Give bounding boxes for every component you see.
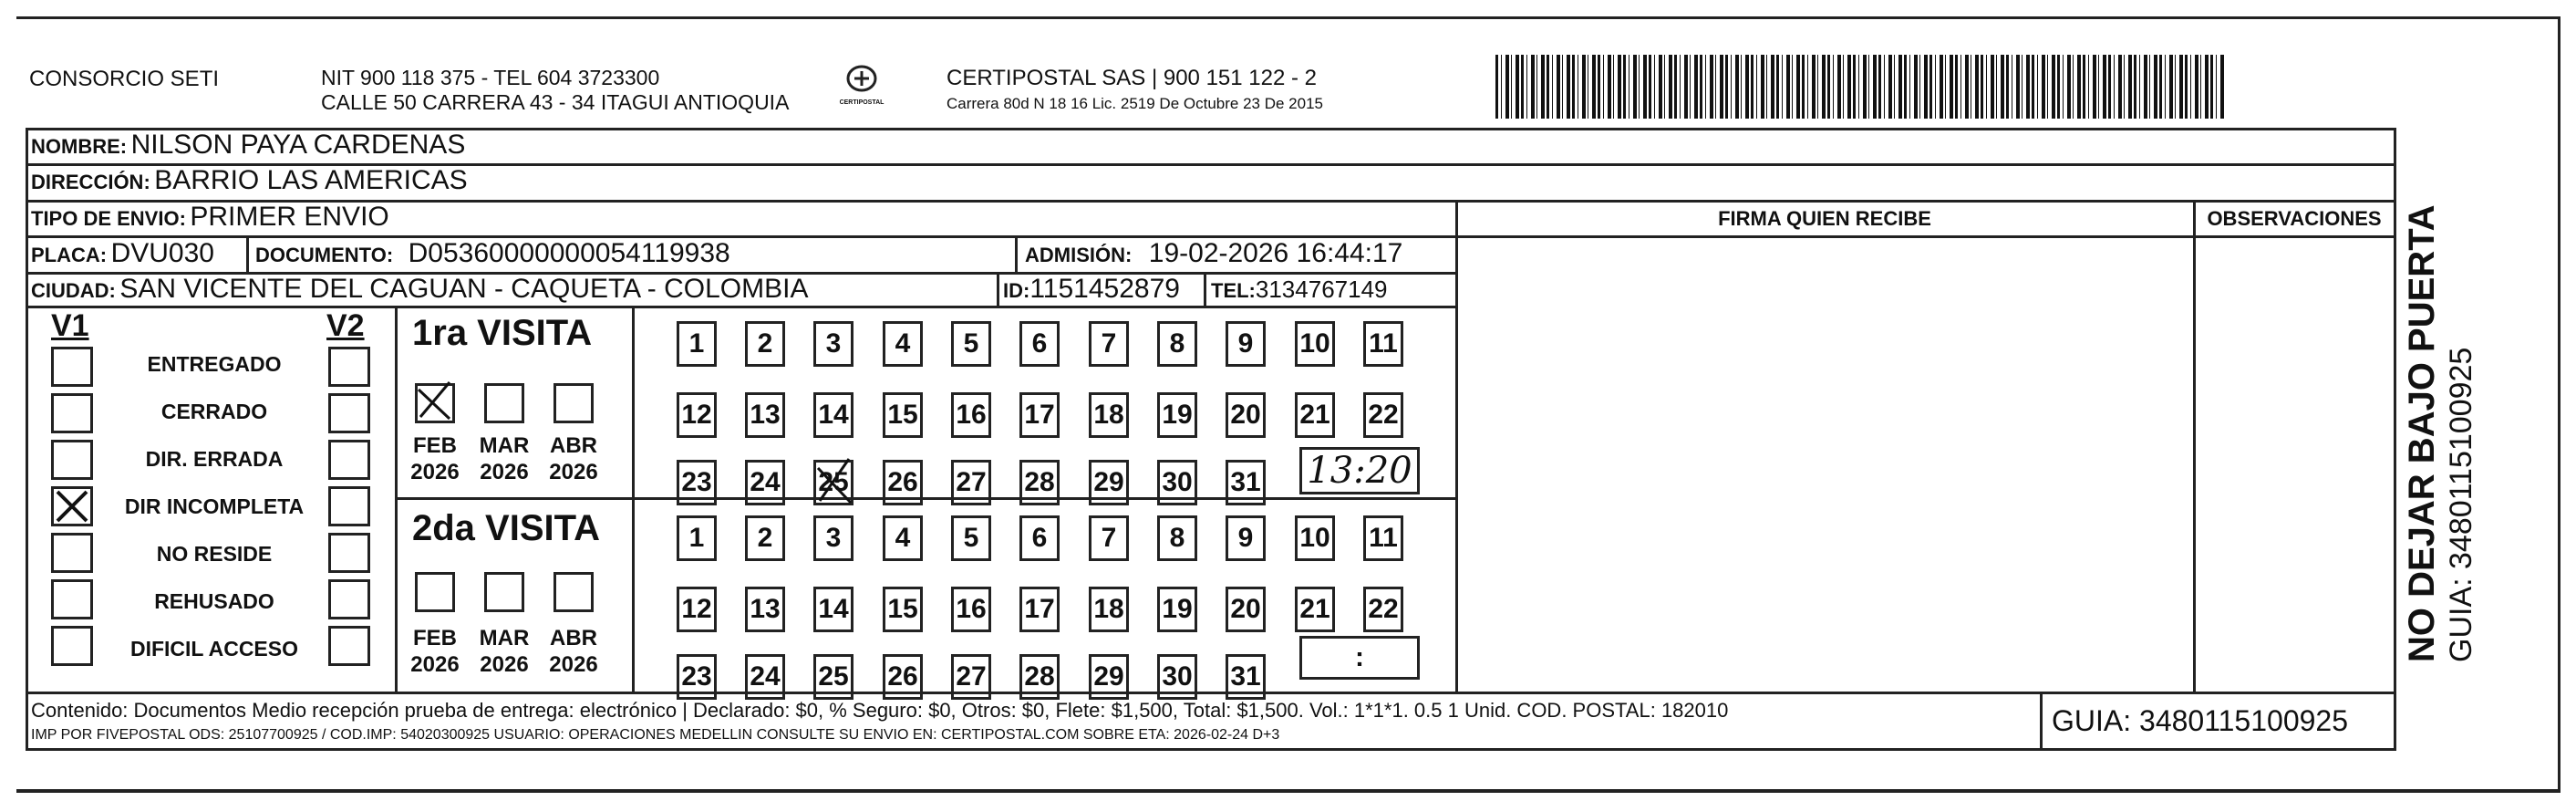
nombre-label: NOMBRE: bbox=[31, 135, 128, 158]
visit1-day-27[interactable]: 27 bbox=[951, 460, 991, 505]
visit1-day-7[interactable]: 7 bbox=[1089, 321, 1129, 367]
visit1-day-3[interactable]: 3 bbox=[813, 321, 853, 367]
visit2-month-mar bbox=[472, 625, 536, 678]
visit1-day-10[interactable]: 10 bbox=[1295, 321, 1335, 367]
direccion-label: DIRECCIÓN: bbox=[31, 171, 150, 193]
visit1-day-21[interactable]: 21 bbox=[1295, 392, 1335, 438]
tipo-label: TIPO DE ENVIO: bbox=[31, 207, 186, 230]
checkmark-x-icon bbox=[812, 455, 856, 506]
status-rehusado: REHUSADO bbox=[154, 589, 274, 613]
visit2-day-31[interactable]: 31 bbox=[1226, 654, 1266, 700]
placa-label: PLACA: bbox=[31, 244, 108, 266]
visit2-time-field[interactable]: : bbox=[1299, 636, 1420, 680]
visit2-month-abr-box[interactable] bbox=[553, 572, 594, 612]
logo-text: CERTIPOSTAL bbox=[839, 99, 885, 106]
visit2-day-22[interactable]: 22 bbox=[1363, 587, 1403, 632]
v2-checkbox-entregado[interactable] bbox=[328, 347, 370, 387]
visit2-day-29[interactable]: 29 bbox=[1089, 654, 1129, 700]
month-name: ABR bbox=[550, 626, 597, 650]
side-notice-line1: NO DEJAR BAJO PUERTA bbox=[2402, 204, 2442, 662]
visit2-day-3[interactable]: 3 bbox=[813, 515, 853, 561]
tipo-row bbox=[31, 202, 389, 233]
visit1-day-28[interactable]: 28 bbox=[1019, 460, 1060, 505]
visit2-day-28[interactable]: 28 bbox=[1019, 654, 1060, 700]
month-year: 2026 bbox=[480, 652, 529, 677]
visit1-day-8[interactable]: 8 bbox=[1157, 321, 1197, 367]
ciudad-label: CIUDAD: bbox=[31, 279, 116, 302]
visit2-day-26[interactable]: 26 bbox=[883, 654, 923, 700]
visit2-day-23[interactable]: 23 bbox=[677, 654, 717, 700]
visit2-day-8[interactable]: 8 bbox=[1157, 515, 1197, 561]
month-name: FEB bbox=[413, 626, 457, 650]
admision-label: ADMISIÓN: bbox=[1025, 244, 1133, 266]
visit1-month-feb bbox=[403, 432, 467, 485]
visit2-day-20[interactable]: 20 bbox=[1226, 587, 1266, 632]
footer-guia: GUIA: 3480115100925 bbox=[2052, 704, 2348, 737]
status-cerrado: CERRADO bbox=[160, 400, 268, 423]
v1-checkbox-dificil-acceso[interactable] bbox=[51, 626, 93, 666]
company-name: CONSORCIO SETI bbox=[29, 67, 220, 91]
visit2-month-feb bbox=[403, 625, 467, 678]
visit2-day-1[interactable]: 1 bbox=[677, 515, 717, 561]
visit1-day-15[interactable]: 15 bbox=[883, 392, 923, 438]
v2-checkbox-no-reside[interactable] bbox=[328, 533, 370, 573]
side-notice bbox=[2400, 151, 2478, 662]
visit2-day-27[interactable]: 27 bbox=[951, 654, 991, 700]
admision-value: 19-02-2026 16:44:17 bbox=[1148, 238, 1403, 268]
visit2-day-13[interactable]: 13 bbox=[745, 587, 785, 632]
visit2-day-18[interactable]: 18 bbox=[1089, 587, 1129, 632]
v1-checkbox-no-reside[interactable] bbox=[51, 533, 93, 573]
visit1-day-17[interactable]: 17 bbox=[1019, 392, 1060, 438]
ciudad-value: SAN VICENTE DEL CAGUAN - CAQUETA - COLOMBIA bbox=[119, 274, 809, 304]
visit2-day-4[interactable]: 4 bbox=[883, 515, 923, 561]
visit1-day-19[interactable]: 19 bbox=[1157, 392, 1197, 438]
certipostal-logo bbox=[839, 64, 885, 109]
visit1-day-22[interactable]: 22 bbox=[1363, 392, 1403, 438]
visit1-month-feb-box[interactable] bbox=[415, 383, 455, 423]
visit1-day-11[interactable]: 11 bbox=[1363, 321, 1403, 367]
visit1-day-31[interactable]: 31 bbox=[1226, 460, 1266, 505]
observaciones-header: OBSERVACIONES bbox=[2207, 207, 2382, 230]
nombre-row bbox=[31, 130, 465, 161]
visit1-day-24[interactable]: 24 bbox=[745, 460, 785, 505]
line bbox=[2040, 692, 2043, 748]
company-nit: NIT 900 118 375 - TEL 604 3723300 bbox=[321, 66, 660, 89]
direccion-value: BARRIO LAS AMERICAS bbox=[154, 165, 468, 195]
documento-label: DOCUMENTO: bbox=[255, 244, 394, 266]
visit2-day-9[interactable]: 9 bbox=[1226, 515, 1266, 561]
visit2-month-feb-box[interactable] bbox=[415, 572, 455, 612]
line bbox=[1455, 200, 1458, 692]
visit2-day-12[interactable]: 12 bbox=[677, 587, 717, 632]
line bbox=[26, 306, 1457, 308]
footer-imp: IMP POR FIVEPOSTAL ODS: 25107700925 / COD.IMP: 54020300925 USUARIO: OPERACIONES MEDELLIN CONSULTE SU ENVIO EN: CERTIPOSTAL.COM SOBRE ETA: 2026-02-24 D+3 bbox=[31, 727, 1280, 743]
visit2-day-19[interactable]: 19 bbox=[1157, 587, 1197, 632]
visit1-day-29[interactable]: 29 bbox=[1089, 460, 1129, 505]
v2-checkbox-dir-incompleta[interactable] bbox=[328, 486, 370, 526]
tel-label: TEL: bbox=[1211, 279, 1256, 302]
visit1-day-1[interactable]: 1 bbox=[677, 321, 717, 367]
month-name: FEB bbox=[413, 433, 457, 458]
month-year: 2026 bbox=[410, 460, 460, 484]
visit2-day-25[interactable]: 25 bbox=[813, 654, 853, 700]
month-year: 2026 bbox=[480, 460, 529, 484]
line bbox=[26, 748, 2396, 751]
footer-contenido: Contenido: Documentos Medio recepción prueba de entrega: electrónico | Declarado: $0, % Seguro: $0, Otros: $0, Flete: $1,500, Total: $1,500. Vol.: 1*1*1. 0.5 1 Unid. COD. POSTAL: 182010 bbox=[31, 699, 1729, 722]
v2-checkbox-cerrado[interactable] bbox=[328, 393, 370, 433]
visit2-day-15[interactable]: 15 bbox=[883, 587, 923, 632]
v1-checkbox-cerrado[interactable] bbox=[51, 393, 93, 433]
visit1-day-5[interactable]: 5 bbox=[951, 321, 991, 367]
visit2-day-17[interactable]: 17 bbox=[1019, 587, 1060, 632]
v2-checkbox-dificil-acceso[interactable] bbox=[328, 626, 370, 666]
certipostal-address: Carrera 80d N 18 16 Lic. 2519 De Octubre 23 De 2015 bbox=[947, 95, 1323, 112]
v2-checkbox-dir-errada[interactable] bbox=[328, 440, 370, 480]
visit2-day-10[interactable]: 10 bbox=[1295, 515, 1335, 561]
status-dificil-acceso: DIFICIL ACCESO bbox=[129, 637, 298, 661]
line bbox=[26, 128, 28, 748]
v1-checkbox-dir-incompleta[interactable] bbox=[51, 486, 93, 526]
status-no-reside: NO RESIDE bbox=[156, 542, 273, 566]
visit1-day-14[interactable]: 14 bbox=[813, 392, 853, 438]
visit1-day-18[interactable]: 18 bbox=[1089, 392, 1129, 438]
direccion-row bbox=[31, 165, 468, 196]
visit2-day-14[interactable]: 14 bbox=[813, 587, 853, 632]
visit1-day-4[interactable]: 4 bbox=[883, 321, 923, 367]
visit1-day-26[interactable]: 26 bbox=[883, 460, 923, 505]
admision-row bbox=[1025, 238, 1402, 269]
visit2-day-2[interactable]: 2 bbox=[745, 515, 785, 561]
line bbox=[1204, 272, 1206, 307]
month-year: 2026 bbox=[410, 652, 460, 677]
visit1-title: 1ra VISITA bbox=[412, 313, 593, 353]
id-label: ID: bbox=[1003, 279, 1030, 302]
visit2-day-7[interactable]: 7 bbox=[1089, 515, 1129, 561]
month-year: 2026 bbox=[549, 652, 598, 677]
v1-label: V1 bbox=[51, 308, 89, 343]
v2-label: V2 bbox=[326, 308, 365, 343]
visit1-day-20[interactable]: 20 bbox=[1226, 392, 1266, 438]
visit1-day-12[interactable]: 12 bbox=[677, 392, 717, 438]
visit2-day-21[interactable]: 21 bbox=[1295, 587, 1335, 632]
tel-row bbox=[1211, 276, 1388, 304]
month-year: 2026 bbox=[549, 460, 598, 484]
visit1-day-23[interactable]: 23 bbox=[677, 460, 717, 505]
visit2-day-16[interactable]: 16 bbox=[951, 587, 991, 632]
line bbox=[246, 235, 249, 272]
visit2-month-mar-box[interactable] bbox=[484, 572, 524, 612]
visit2-day-5[interactable]: 5 bbox=[951, 515, 991, 561]
line bbox=[997, 272, 999, 307]
v1-checkbox-entregado[interactable] bbox=[51, 347, 93, 387]
frame-top bbox=[16, 16, 2560, 19]
visit1-month-mar bbox=[472, 432, 536, 485]
frame-right bbox=[2558, 16, 2560, 792]
visit1-day-13[interactable]: 13 bbox=[745, 392, 785, 438]
line bbox=[1455, 235, 2395, 238]
visit2-day-11[interactable]: 11 bbox=[1363, 515, 1403, 561]
frame-bottom bbox=[16, 789, 2560, 793]
line bbox=[395, 497, 1457, 500]
visit2-day-30[interactable]: 30 bbox=[1157, 654, 1197, 700]
placa-value: DVU030 bbox=[110, 238, 214, 268]
placa-row bbox=[31, 238, 214, 269]
visit1-time-field[interactable]: 13:20 bbox=[1299, 447, 1420, 494]
status-dir-errada: DIR. ERRADA bbox=[145, 447, 284, 471]
visit1-day-25[interactable]: 25 bbox=[813, 460, 853, 505]
visit1-month-mar-box[interactable] bbox=[484, 383, 524, 423]
status-entregado: ENTREGADO bbox=[147, 352, 282, 376]
v1-checkbox-rehusado[interactable] bbox=[51, 579, 93, 619]
visit1-day-30[interactable]: 30 bbox=[1157, 460, 1197, 505]
month-name: ABR bbox=[550, 433, 597, 458]
id-value: 1151452879 bbox=[1029, 274, 1180, 304]
v1-checkbox-dir-errada[interactable] bbox=[51, 440, 93, 480]
company-address: CALLE 50 CARRERA 43 - 34 ITAGUI ANTIOQUIA bbox=[321, 90, 790, 114]
visit1-month-abr bbox=[542, 432, 605, 485]
line bbox=[1015, 235, 1018, 272]
month-name: MAR bbox=[479, 433, 530, 458]
documento-row bbox=[255, 238, 730, 269]
checkmark-x-icon bbox=[415, 375, 453, 421]
v2-checkbox-rehusado[interactable] bbox=[328, 579, 370, 619]
ciudad-row bbox=[31, 274, 808, 305]
visit2-month-abr bbox=[542, 625, 605, 678]
visit1-month-abr-box[interactable] bbox=[553, 383, 594, 423]
barcode bbox=[1495, 55, 2225, 119]
visit1-day-9[interactable]: 9 bbox=[1226, 321, 1266, 367]
visit1-day-16[interactable]: 16 bbox=[951, 392, 991, 438]
visit2-title: 2da VISITA bbox=[412, 508, 600, 548]
tel-value: 3134767149 bbox=[1255, 276, 1388, 303]
nombre-value: NILSON PAYA CARDENAS bbox=[130, 130, 466, 160]
status-dir-incompleta: DIR INCOMPLETA bbox=[124, 494, 305, 518]
side-notice-guia: GUIA: 3480115100925 bbox=[2444, 347, 2478, 662]
line bbox=[2193, 200, 2196, 692]
visit2-day-24[interactable]: 24 bbox=[745, 654, 785, 700]
certipostal-name: CERTIPOSTAL SAS | 900 151 122 - 2 bbox=[947, 66, 1317, 90]
visit1-day-2[interactable]: 2 bbox=[745, 321, 785, 367]
month-name: MAR bbox=[479, 626, 530, 650]
visit1-day-6[interactable]: 6 bbox=[1019, 321, 1060, 367]
visit2-day-6[interactable]: 6 bbox=[1019, 515, 1060, 561]
documento-value: D05360000000054119938 bbox=[408, 238, 730, 268]
tipo-value: PRIMER ENVIO bbox=[190, 202, 389, 232]
checkmark-x-icon bbox=[54, 489, 90, 524]
id-row bbox=[1003, 274, 1180, 305]
firma-header: FIRMA QUIEN RECIBE bbox=[1718, 207, 1931, 230]
